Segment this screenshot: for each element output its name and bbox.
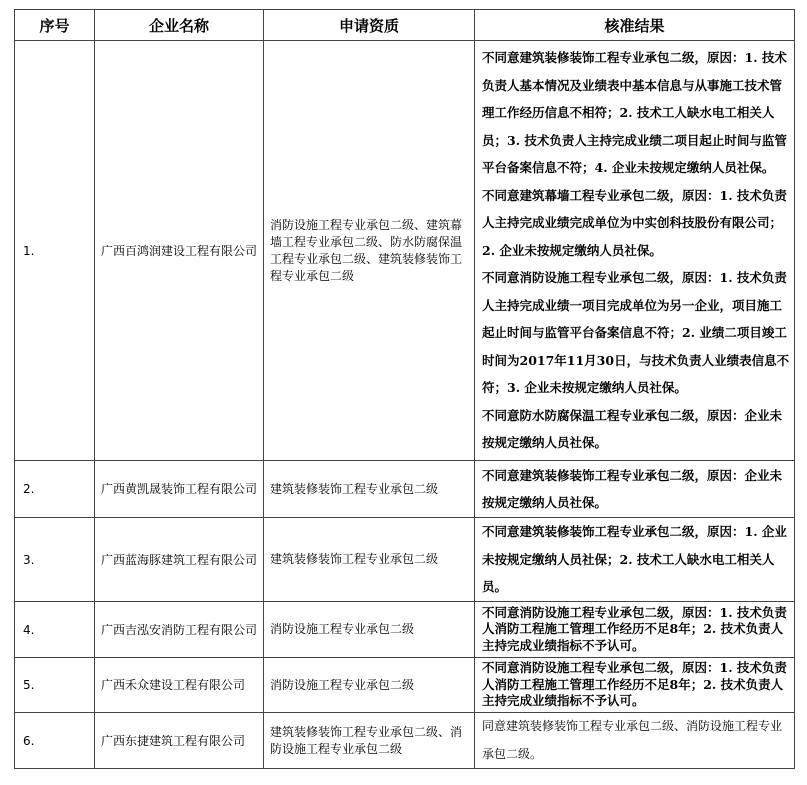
approval-results-table <box>14 9 795 769</box>
result-paragraph: 不同意消防设施工程专业承包二级，原因：1. 技术负责人消防工程施工管理工作经历不足8年；2. 技术负责人主持完成业绩指标不予认可。 <box>482 660 787 709</box>
row-seq: 4. <box>15 602 95 658</box>
row-qualification: 建筑装修装饰工程专业承包二级 <box>264 518 475 602</box>
row-company: 广西禾众建设工程有限公司 <box>95 658 264 713</box>
row-result <box>475 518 795 602</box>
row-result <box>475 658 795 713</box>
result-paragraph: 不同意建筑装修装饰工程专业承包二级，原因：企业未按规定缴纳人员社保。 <box>482 467 783 510</box>
row-company: 广西东捷建筑工程有限公司 <box>95 713 264 769</box>
row-result <box>475 713 795 769</box>
header-row <box>15 10 795 41</box>
result-paragraph: 不同意建筑装修装饰工程专业承包二级，原因：1. 企业未按规定缴纳人员社保；2. 技术工人缺水电工相关人员。 <box>482 524 787 595</box>
header-qualification: 申请资质 <box>264 10 475 41</box>
result-paragraph: 不同意消防设施工程专业承包二级，原因：1. 技术负责人消防工程施工管理工作经历不足8年；2. 技术负责人主持完成业绩指标不予认可。 <box>482 604 787 653</box>
row-seq: 6. <box>15 713 95 769</box>
row-qualification: 消防设施工程专业承包二级、建筑幕墙工程专业承包二级、防水防腐保温工程专业承包二级、建筑装修装饰工程专业承包二级 <box>264 41 475 461</box>
table-row <box>15 658 795 713</box>
header-result: 核准结果 <box>475 10 795 41</box>
row-qualification: 消防设施工程专业承包二级 <box>264 658 475 713</box>
table-row <box>15 41 795 461</box>
row-result <box>475 461 795 518</box>
row-result <box>475 41 795 461</box>
table-row <box>15 602 795 658</box>
result-paragraph: 同意建筑装修装饰工程专业承包二级、消防设施工程专业承包二级。 <box>482 719 783 761</box>
row-seq: 5. <box>15 658 95 713</box>
row-qualification: 建筑装修装饰工程专业承包二级、消防设施工程专业承包二级 <box>264 713 475 769</box>
result-paragraph: 不同意防水防腐保温工程专业承包二级，原因：企业未按规定缴纳人员社保。 <box>482 407 783 451</box>
table-row <box>15 713 795 769</box>
result-paragraph: 不同意建筑幕墙工程专业承包二级，原因：1. 技术负责人主持完成业绩完成单位为中实创科技股份有限公司；2. 企业未按规定缴纳人员社保。 <box>482 187 787 258</box>
row-seq: 1. <box>15 41 95 461</box>
row-company: 广西吉泓安消防工程有限公司 <box>95 602 264 658</box>
row-company: 广西百鸿润建设工程有限公司 <box>95 41 264 461</box>
result-paragraph: 不同意建筑装修装饰工程专业承包二级，原因：1. 技术负责人基本情况及业绩表中基本信息与从事施工技术管理工作经历信息不相符；2. 技术工人缺水电工相关人员；3. 技术负责人主持完成业绩二项目起止时间与监管平台备案信息不符；4. 企业未按规定缴纳人员社保。 <box>482 50 787 176</box>
header-seq: 序号 <box>15 10 95 41</box>
row-company: 广西黄凯晟装饰工程有限公司 <box>95 461 264 518</box>
table-row <box>15 518 795 602</box>
result-paragraph: 不同意消防设施工程专业承包二级，原因：1. 技术负责人主持完成业绩一项目完成单位为另一企业，项目施工起止时间与监管平台备案信息不符；2. 业绩二项目竣工时间为2017年11月30日，与技术负责人业绩表信息不符；3. 企业未按规定缴纳人员社保。 <box>482 270 790 396</box>
row-qualification: 消防设施工程专业承包二级 <box>264 602 475 658</box>
row-company: 广西蓝海豚建筑工程有限公司 <box>95 518 264 602</box>
row-seq: 3. <box>15 518 95 602</box>
row-seq: 2. <box>15 461 95 518</box>
row-qualification: 建筑装修装饰工程专业承包二级 <box>264 461 475 518</box>
row-result <box>475 602 795 658</box>
table-row <box>15 461 795 518</box>
header-company: 企业名称 <box>95 10 264 41</box>
